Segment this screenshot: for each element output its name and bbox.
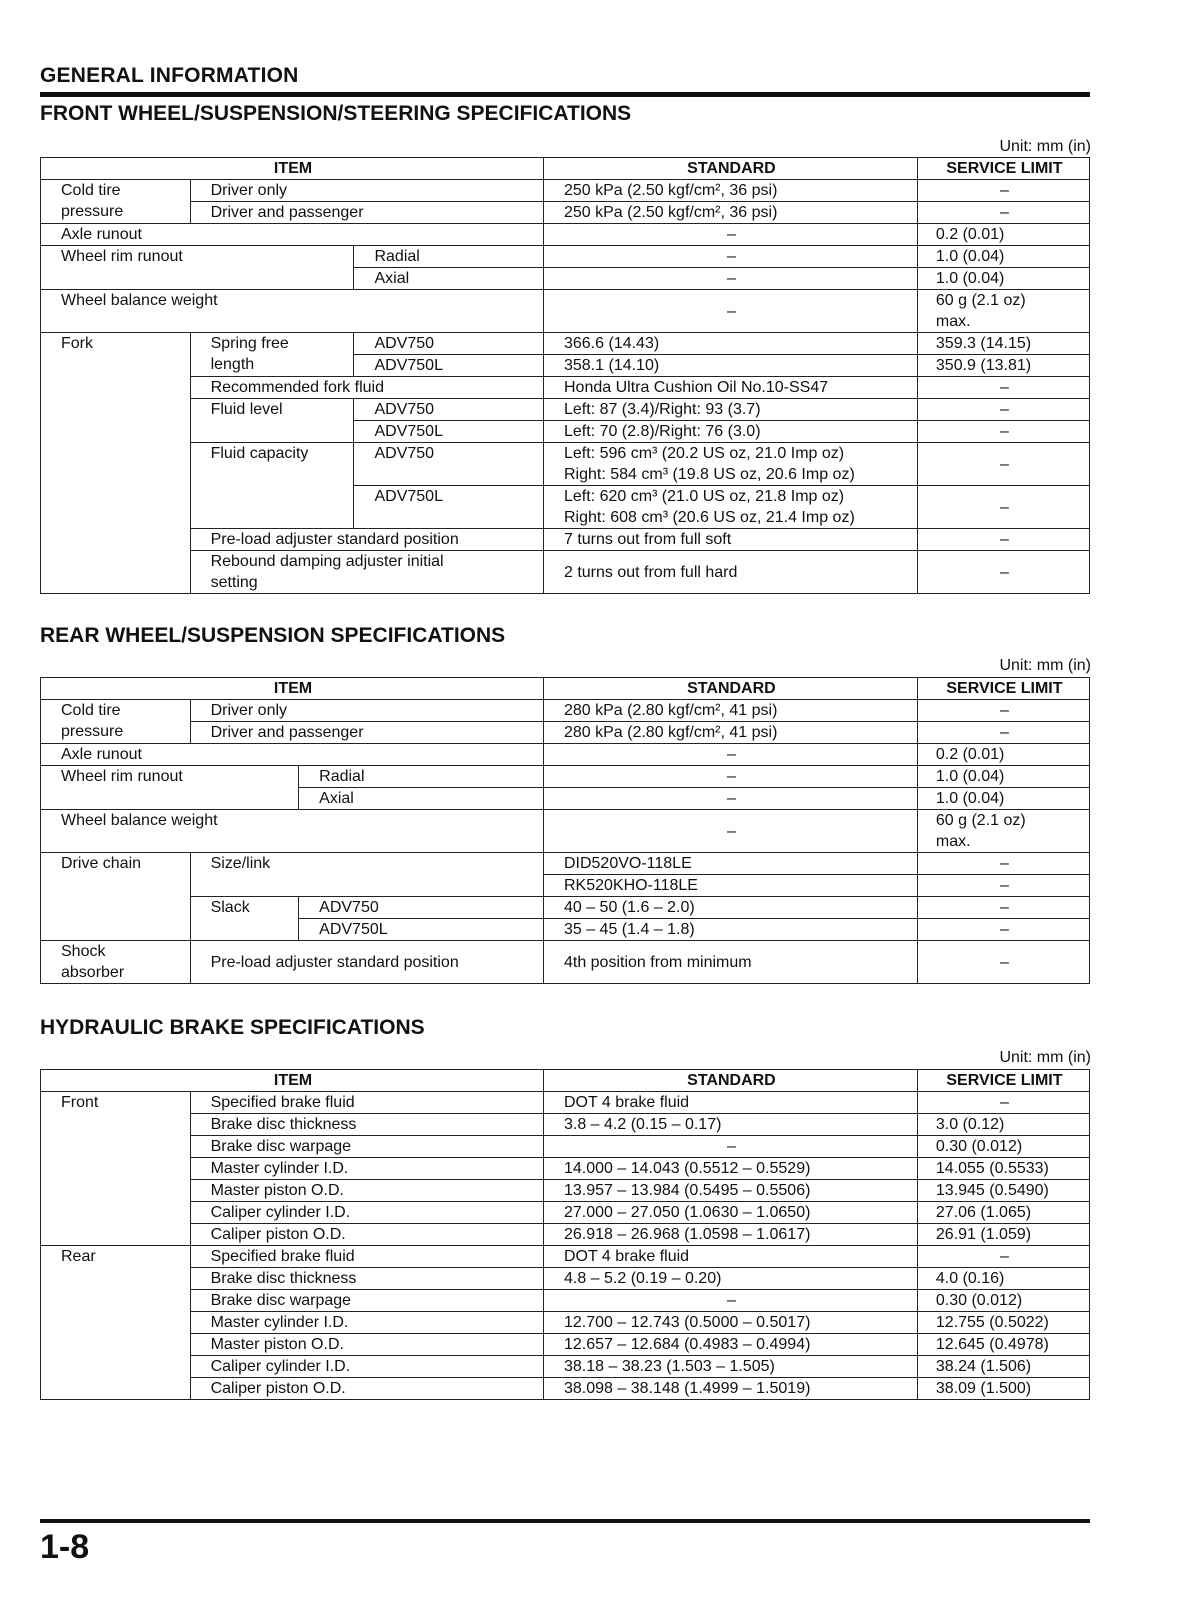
limit-value: 60 g (2.1 oz) max. — [917, 810, 1089, 853]
rear-spec-table — [40, 677, 1090, 984]
std-value: 4.8 – 5.2 (0.19 – 0.20) — [543, 1268, 917, 1290]
slack-label: Slack — [190, 897, 299, 941]
limit-value: – — [917, 897, 1089, 919]
item-label: Master piston O.D. — [190, 1334, 543, 1356]
limit-value: – — [917, 722, 1089, 744]
item-label: Caliper piston O.D. — [190, 1224, 543, 1246]
std-value: 280 kPa (2.80 kgf/cm², 41 psi) — [543, 700, 917, 722]
item-label: Master piston O.D. — [190, 1180, 543, 1202]
std-value: RK520KHO-118LE — [543, 875, 917, 897]
limit-value: 38.09 (1.500) — [917, 1378, 1089, 1400]
table-row — [41, 290, 1090, 333]
limit-value: 1.0 (0.04) — [917, 788, 1089, 810]
fluid-level-label: Fluid level — [190, 399, 354, 443]
table-row — [41, 333, 1090, 355]
limit-value: 0.2 (0.01) — [917, 224, 1089, 246]
table-row — [41, 897, 1090, 919]
footer-rule — [40, 1519, 1090, 1523]
item-label: Specified brake fluid — [190, 1092, 543, 1114]
cold-tire-label: Cold tire pressure — [41, 180, 191, 224]
limit-value: 38.24 (1.506) — [917, 1356, 1089, 1378]
table-row — [41, 853, 1090, 875]
rear-brake-label: Rear — [41, 1246, 191, 1400]
std-value: 280 kPa (2.80 kgf/cm², 41 psi) — [543, 722, 917, 744]
limit-value: – — [917, 1092, 1089, 1114]
limit-value: – — [917, 1246, 1089, 1268]
balance-weight-label: Wheel balance weight — [41, 290, 544, 333]
front-title: FRONT WHEEL/SUSPENSION/STEERING SPECIFICATIONS — [40, 102, 632, 125]
std-value: – — [543, 744, 917, 766]
std-value: 27.000 – 27.050 (1.0630 – 1.0650) — [543, 1202, 917, 1224]
table-row — [41, 1290, 1090, 1312]
front-spec-table — [40, 157, 1090, 594]
brake-unit: Unit: mm (in) — [999, 1049, 1091, 1066]
table-row — [41, 246, 1090, 268]
std-value: 38.098 – 38.148 (1.4999 – 1.5019) — [543, 1378, 917, 1400]
std-value: 14.000 – 14.043 (0.5512 – 0.5529) — [543, 1158, 917, 1180]
driver-passenger-label: Driver and passenger — [190, 202, 543, 224]
table-row — [41, 1378, 1090, 1400]
std-value: – — [543, 246, 917, 268]
limit-value: 60 g (2.1 oz) max. — [917, 290, 1089, 333]
front-brake-label: Front — [41, 1092, 191, 1246]
table-row — [41, 941, 1090, 984]
std-value: – — [543, 290, 917, 333]
table-row — [41, 766, 1090, 788]
limit-value: 4.0 (0.16) — [917, 1268, 1089, 1290]
table-row — [41, 810, 1090, 853]
table-row — [41, 744, 1090, 766]
table-row — [41, 443, 1090, 486]
table-row — [41, 399, 1090, 421]
limit-value: – — [917, 399, 1089, 421]
item-label: Brake disc thickness — [190, 1114, 543, 1136]
limit-value: 12.645 (0.4978) — [917, 1334, 1089, 1356]
std-value: 35 – 45 (1.4 – 1.8) — [543, 919, 917, 941]
model-label: ADV750 — [354, 399, 544, 421]
preload-label: Pre-load adjuster standard position — [190, 941, 543, 984]
header-rule — [40, 92, 1090, 97]
item-label: Brake disc warpage — [190, 1136, 543, 1158]
table-row — [41, 700, 1090, 722]
table-row — [41, 1312, 1090, 1334]
std-value: 358.1 (14.10) — [543, 355, 917, 377]
std-value: 3.8 – 4.2 (0.15 – 0.17) — [543, 1114, 917, 1136]
std-value: DOT 4 brake fluid — [543, 1092, 917, 1114]
table-header-row — [41, 678, 1090, 700]
driver-only-label: Driver only — [190, 700, 543, 722]
item-label: Master cylinder I.D. — [190, 1312, 543, 1334]
limit-value: 350.9 (13.81) — [917, 355, 1089, 377]
rim-runout-label: Wheel rim runout — [41, 246, 354, 290]
std-value: 366.6 (14.43) — [543, 333, 917, 355]
item-label: Brake disc thickness — [190, 1268, 543, 1290]
cold-tire-label: Cold tire pressure — [41, 700, 191, 744]
limit-value: 14.055 (0.5533) — [917, 1158, 1089, 1180]
std-value: Left: 596 cm³ (20.2 US oz, 21.0 Imp oz) Right: 584 cm³ (19.8 US oz, 20.6 Imp oz) — [543, 443, 917, 486]
table-header-row — [41, 158, 1090, 180]
limit-value: 0.30 (0.012) — [917, 1290, 1089, 1312]
std-value: 4th position from minimum — [543, 941, 917, 984]
model-label: ADV750 — [299, 897, 544, 919]
std-value: DID520VO-118LE — [543, 853, 917, 875]
col-service-limit: SERVICE LIMIT — [917, 1070, 1089, 1092]
front-unit: Unit: mm (in) — [999, 138, 1091, 155]
limit-value: – — [917, 377, 1089, 399]
limit-value: – — [917, 551, 1089, 594]
limit-value: – — [917, 919, 1089, 941]
limit-value: – — [917, 202, 1089, 224]
col-standard: STANDARD — [543, 678, 917, 700]
table-row — [41, 1114, 1090, 1136]
table-row — [41, 1180, 1090, 1202]
std-value: Left: 620 cm³ (21.0 US oz, 21.8 Imp oz) Right: 608 cm³ (20.6 US oz, 21.4 Imp oz) — [543, 486, 917, 529]
radial-label: Radial — [299, 766, 544, 788]
section-header: GENERAL INFORMATION — [40, 64, 299, 87]
rear-unit: Unit: mm (in) — [999, 657, 1091, 674]
limit-value: 3.0 (0.12) — [917, 1114, 1089, 1136]
limit-value: 0.30 (0.012) — [917, 1136, 1089, 1158]
std-value: – — [543, 224, 917, 246]
table-row — [41, 722, 1090, 744]
limit-value: – — [917, 853, 1089, 875]
limit-value: 26.91 (1.059) — [917, 1224, 1089, 1246]
table-row — [41, 1246, 1090, 1268]
model-label: ADV750L — [354, 355, 544, 377]
std-value: Left: 70 (2.8)/Right: 76 (3.0) — [543, 421, 917, 443]
limit-value: – — [917, 941, 1089, 984]
item-label: Brake disc warpage — [190, 1290, 543, 1312]
brake-spec-table — [40, 1069, 1090, 1400]
std-value: 12.657 – 12.684 (0.4983 – 0.4994) — [543, 1334, 917, 1356]
model-label: ADV750 — [354, 333, 544, 355]
table-row — [41, 224, 1090, 246]
table-row — [41, 1092, 1090, 1114]
col-service-limit: SERVICE LIMIT — [917, 678, 1089, 700]
col-item: ITEM — [41, 1070, 544, 1092]
radial-label: Radial — [354, 246, 544, 268]
std-value: 250 kPa (2.50 kgf/cm², 36 psi) — [543, 180, 917, 202]
std-value: 26.918 – 26.968 (1.0598 – 1.0617) — [543, 1224, 917, 1246]
col-item: ITEM — [41, 678, 544, 700]
model-label: ADV750L — [354, 421, 544, 443]
axial-label: Axial — [354, 268, 544, 290]
limit-value: 27.06 (1.065) — [917, 1202, 1089, 1224]
table-row — [41, 529, 1090, 551]
brake-title: HYDRAULIC BRAKE SPECIFICATIONS — [40, 1016, 425, 1039]
spring-free-length-label: Spring free length — [190, 333, 354, 377]
limit-value: 1.0 (0.04) — [917, 766, 1089, 788]
driver-only-label: Driver only — [190, 180, 543, 202]
axle-runout-label: Axle runout — [41, 224, 544, 246]
table-row — [41, 1202, 1090, 1224]
balance-weight-label: Wheel balance weight — [41, 810, 544, 853]
item-label: Specified brake fluid — [190, 1246, 543, 1268]
limit-value: 13.945 (0.5490) — [917, 1180, 1089, 1202]
col-standard: STANDARD — [543, 158, 917, 180]
std-value: Left: 87 (3.4)/Right: 93 (3.7) — [543, 399, 917, 421]
table-row — [41, 1136, 1090, 1158]
item-label: Caliper cylinder I.D. — [190, 1356, 543, 1378]
table-row — [41, 1356, 1090, 1378]
col-item: ITEM — [41, 158, 544, 180]
drive-chain-label: Drive chain — [41, 853, 191, 941]
std-value: Honda Ultra Cushion Oil No.10-SS47 — [543, 377, 917, 399]
limit-value: 0.2 (0.01) — [917, 744, 1089, 766]
table-row — [41, 202, 1090, 224]
axial-label: Axial — [299, 788, 544, 810]
rebound-label: Rebound damping adjuster initial setting — [190, 551, 543, 594]
std-value: 38.18 – 38.23 (1.503 – 1.505) — [543, 1356, 917, 1378]
std-value: 250 kPa (2.50 kgf/cm², 36 psi) — [543, 202, 917, 224]
limit-value: – — [917, 529, 1089, 551]
std-value: DOT 4 brake fluid — [543, 1246, 917, 1268]
model-label: ADV750L — [354, 486, 544, 529]
table-row — [41, 180, 1090, 202]
model-label: ADV750 — [354, 443, 544, 486]
item-label: Master cylinder I.D. — [190, 1158, 543, 1180]
table-header-row — [41, 1070, 1090, 1092]
table-row — [41, 551, 1090, 594]
shock-absorber-label: Shock absorber — [41, 941, 191, 984]
std-value: 2 turns out from full hard — [543, 551, 917, 594]
std-value: – — [543, 1136, 917, 1158]
limit-value: – — [917, 443, 1089, 486]
std-value: 7 turns out from full soft — [543, 529, 917, 551]
table-row — [41, 377, 1090, 399]
std-value: 12.700 – 12.743 (0.5000 – 0.5017) — [543, 1312, 917, 1334]
table-row — [41, 1268, 1090, 1290]
item-label: Caliper cylinder I.D. — [190, 1202, 543, 1224]
model-label: ADV750L — [299, 919, 544, 941]
limit-value: – — [917, 180, 1089, 202]
std-value: – — [543, 1290, 917, 1312]
limit-value: 12.755 (0.5022) — [917, 1312, 1089, 1334]
driver-passenger-label: Driver and passenger — [190, 722, 543, 744]
table-row — [41, 1158, 1090, 1180]
fork-label: Fork — [41, 333, 191, 594]
limit-value: – — [917, 421, 1089, 443]
std-value: – — [543, 788, 917, 810]
axle-runout-label: Axle runout — [41, 744, 544, 766]
std-value: 40 – 50 (1.6 – 2.0) — [543, 897, 917, 919]
col-standard: STANDARD — [543, 1070, 917, 1092]
rim-runout-label: Wheel rim runout — [41, 766, 299, 810]
limit-value: – — [917, 875, 1089, 897]
limit-value: 359.3 (14.15) — [917, 333, 1089, 355]
table-row — [41, 1334, 1090, 1356]
size-link-label: Size/link — [190, 853, 543, 897]
std-value: – — [543, 766, 917, 788]
std-value: 13.957 – 13.984 (0.5495 – 0.5506) — [543, 1180, 917, 1202]
rear-title: REAR WHEEL/SUSPENSION SPECIFICATIONS — [40, 624, 506, 647]
limit-value: 1.0 (0.04) — [917, 268, 1089, 290]
table-row — [41, 1224, 1090, 1246]
recommended-fluid-label: Recommended fork fluid — [190, 377, 543, 399]
limit-value: 1.0 (0.04) — [917, 246, 1089, 268]
item-label: Caliper piston O.D. — [190, 1378, 543, 1400]
page-number: 1-8 — [40, 1528, 90, 1566]
limit-value: – — [917, 700, 1089, 722]
std-value: – — [543, 810, 917, 853]
fluid-capacity-label: Fluid capacity — [190, 443, 354, 529]
col-service-limit: SERVICE LIMIT — [917, 158, 1089, 180]
preload-label: Pre-load adjuster standard position — [190, 529, 543, 551]
std-value: – — [543, 268, 917, 290]
limit-value: – — [917, 486, 1089, 529]
